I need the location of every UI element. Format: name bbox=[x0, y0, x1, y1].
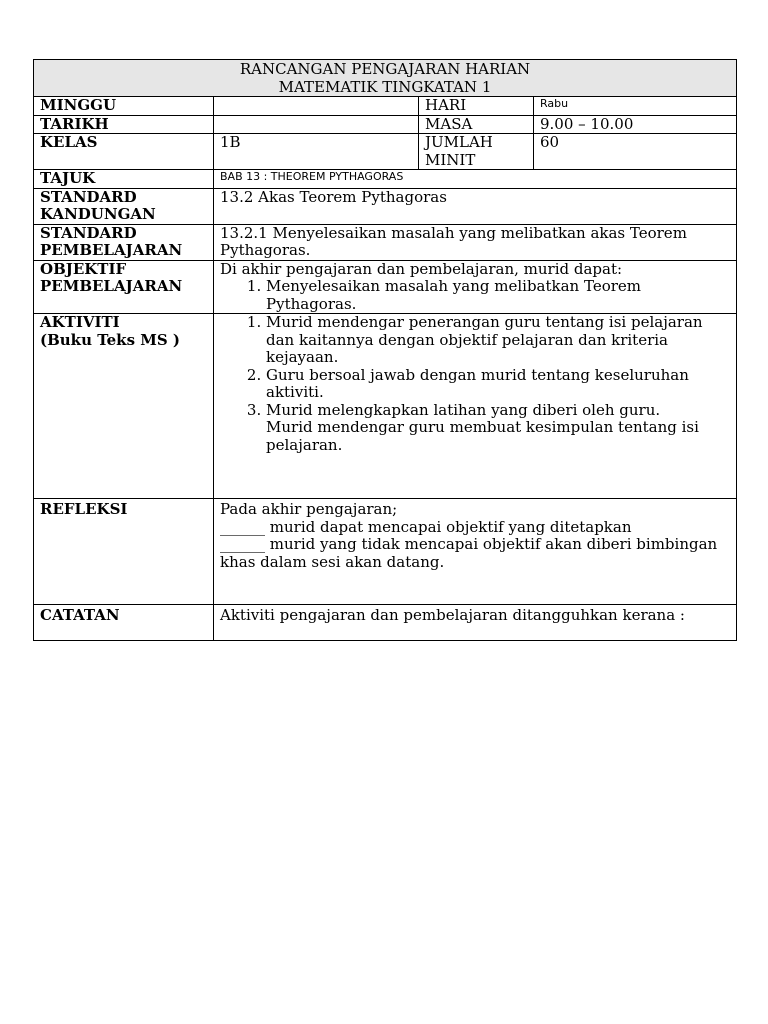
hari-value[interactable]: Rabu bbox=[534, 97, 737, 116]
aktiviti-list bbox=[220, 314, 730, 419]
tarikh-label: TARIKH bbox=[34, 115, 214, 134]
objektif-intro: Di akhir pengajaran dan pembelajaran, murid dapat: bbox=[220, 259, 623, 278]
kelas-row bbox=[34, 134, 737, 170]
tajuk-value[interactable]: BAB 13 : THEOREM PYTHAGORAS bbox=[214, 170, 737, 189]
catatan-value[interactable]: Aktiviti pengajaran dan pembelajaran ditangguhkan kerana : bbox=[214, 605, 737, 641]
document-title: RANCANGAN PENGAJARAN HARIAN bbox=[239, 60, 531, 78]
objektif-label: OBJEKTIF PEMBELAJARAN bbox=[34, 260, 214, 314]
aktiviti-label: AKTIVITI (Buku Teks MS ) bbox=[34, 314, 214, 499]
tarikh-row bbox=[34, 115, 737, 134]
standard-pembelajaran-value[interactable]: 13.2.1 Menyelesaikan masalah yang melibatkan akas Teorem Pythagoras. bbox=[214, 224, 737, 260]
refleksi-value[interactable] bbox=[214, 499, 737, 605]
header-cell bbox=[34, 60, 737, 97]
standard-pembelajaran-label: STANDARD PEMBELAJARAN bbox=[34, 224, 214, 260]
jumlah-minit-label: JUMLAH MINIT bbox=[419, 134, 534, 170]
hari-label: HARI bbox=[419, 97, 534, 116]
kelas-value[interactable]: 1B bbox=[214, 134, 419, 170]
standard-pembelajaran-row bbox=[34, 224, 737, 260]
refleksi-row bbox=[34, 499, 737, 605]
minggu-value[interactable] bbox=[214, 97, 419, 116]
tajuk-label: TAJUK bbox=[34, 170, 214, 189]
header-row bbox=[34, 60, 737, 97]
refleksi-line-1: Pada akhir pengajaran; bbox=[220, 500, 398, 518]
standard-kandungan-value[interactable]: 13.2 Akas Teorem Pythagoras bbox=[214, 188, 737, 224]
standard-kandungan-label: STANDARD KANDUNGAN bbox=[34, 188, 214, 224]
catatan-row bbox=[34, 605, 737, 641]
catatan-label: CATATAN bbox=[34, 605, 214, 641]
document-subtitle: MATEMATIK TINGKATAN 1 bbox=[278, 77, 492, 96]
aktiviti-item: 3. Murid melengkapkan latihan yang diberi oleh guru. bbox=[266, 402, 730, 420]
refleksi-label: REFLEKSI bbox=[34, 499, 214, 605]
objektif-list bbox=[220, 278, 730, 313]
aktiviti-row bbox=[34, 314, 737, 499]
aktiviti-continuation: Murid mendengar guru membuat kesimpulan tentang isi pelajaran. bbox=[266, 418, 699, 454]
lesson-plan-table bbox=[33, 59, 737, 641]
objektif-item: 1. Menyelesaikan masalah yang melibatkan Teorem Pythagoras. bbox=[266, 278, 730, 313]
tarikh-value[interactable] bbox=[214, 115, 419, 134]
objektif-row bbox=[34, 260, 737, 314]
standard-kandungan-row bbox=[34, 188, 737, 224]
kelas-label: KELAS bbox=[34, 134, 214, 170]
masa-label: MASA bbox=[419, 115, 534, 134]
aktiviti-value[interactable] bbox=[214, 314, 737, 499]
jumlah-minit-value[interactable]: 60 bbox=[534, 134, 737, 170]
objektif-value[interactable] bbox=[214, 260, 737, 314]
refleksi-line-3: ______ murid yang tidak mencapai objektif akan diberi bimbingan khas dalam sesi akan datang. bbox=[220, 535, 718, 571]
tajuk-row bbox=[34, 170, 737, 189]
minggu-label: MINGGU bbox=[34, 97, 214, 116]
masa-value[interactable]: 9.00 – 10.00 bbox=[534, 115, 737, 134]
aktiviti-item: 1. Murid mendengar penerangan guru tentang isi pelajaran dan kaitannya dengan objektif pelajaran dan kriteria kejayaan. bbox=[266, 314, 730, 367]
minggu-row bbox=[34, 97, 737, 116]
aktiviti-item: 2. Guru bersoal jawab dengan murid tentang keseluruhan aktiviti. bbox=[266, 367, 730, 402]
refleksi-line-2: ______ murid dapat mencapai objektif yang ditetapkan bbox=[220, 517, 632, 536]
